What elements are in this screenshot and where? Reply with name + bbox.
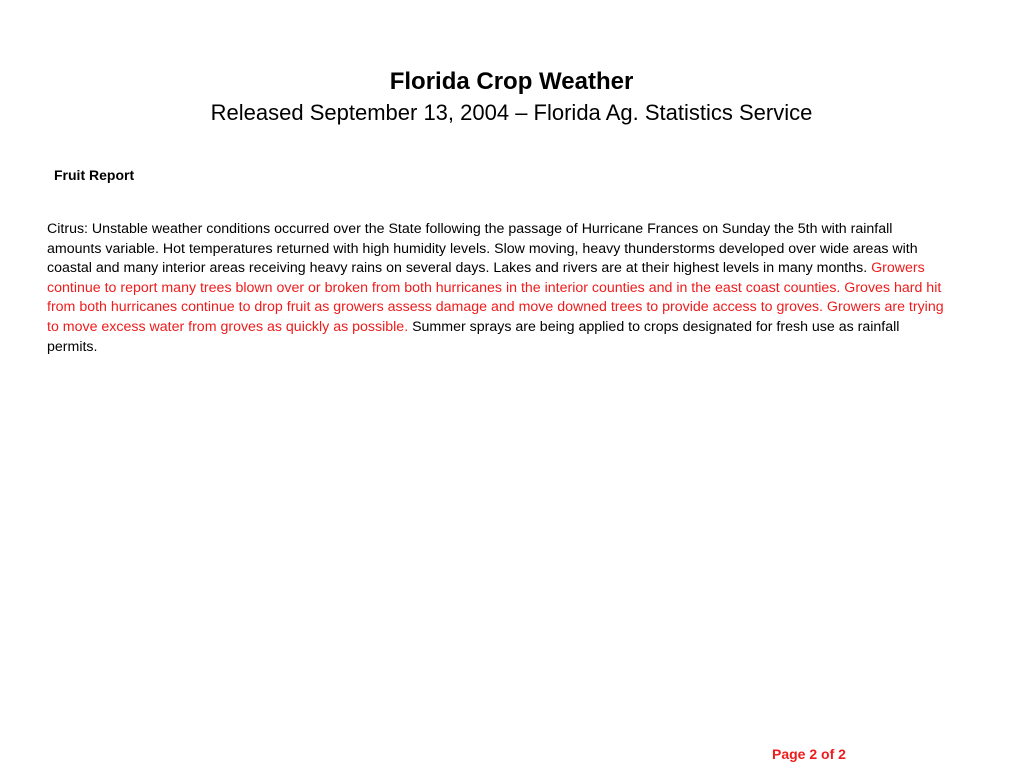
report-text-closing: Summer sprays are being applied to crops designated for fresh use as rainfall permits. [47,318,900,355]
report-text-highlight: Growers continue to report many trees blown over or broken from both hurricanes in the interior counties and in the east coast counties. Groves hard hit from both hurricanes continue to drop fruit as growers assess damage and move downed trees to provide access to groves. Growers are trying to move excess water from groves as quickly as possible. [47,260,944,335]
citrus-report-paragraph [47,220,947,357]
report-text-intro: Citrus: Unstable weather conditions occurred over the State following the passage of Hurricane Frances on Sunday the 5th with rainfall amounts variable. Hot temperatures returned with high humidity levels. Slow moving, heavy thunderstorms developed over wide areas with coastal and many interior areas receiving heavy rains on several days. Lakes and rivers are at their highest levels in many months. [47,221,918,277]
page-title: Florida Crop Weather [389,68,634,95]
page-subtitle: Released September 13, 2004 – Florida Ag. Statistics Service [210,100,813,125]
page-number: Page 2 of 2 [772,746,846,762]
section-heading: Fruit Report [54,167,135,183]
